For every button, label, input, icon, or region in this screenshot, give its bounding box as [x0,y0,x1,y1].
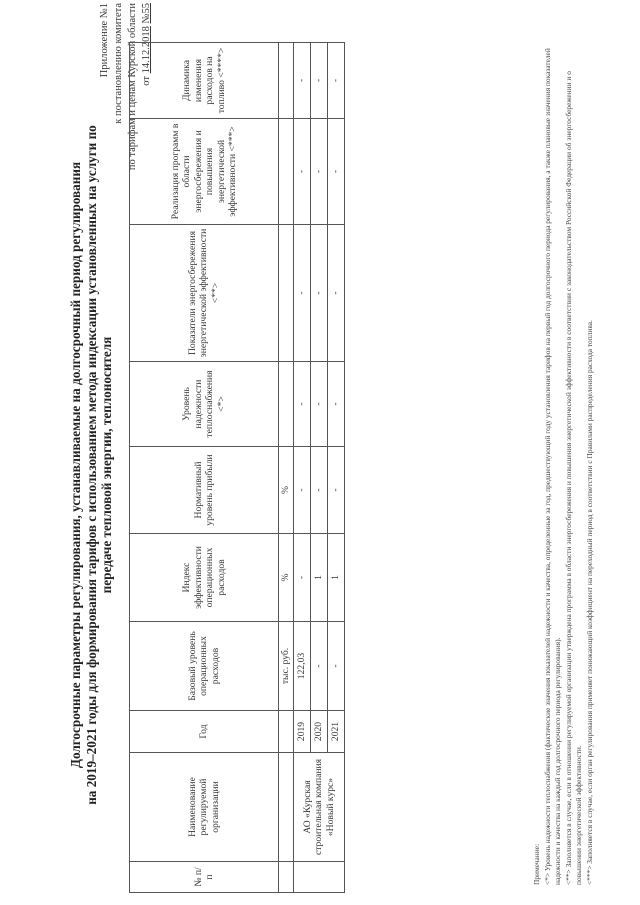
header-dynamics: Динамика изменения расходов на топливо <****> [130,43,279,119]
units-cell [279,43,294,119]
units-row [279,43,294,893]
unit-index: % [279,534,294,622]
header-org: Наименование регулируемой организации [130,753,279,862]
table-row [294,43,311,893]
approval-date: 14.12.2018 [141,26,152,74]
cell-program: - [294,119,311,225]
approval-date-prefix: от [141,73,152,86]
header-profit: Нормативный уровень прибыли [130,447,279,534]
org-name: АО «Курская строительная компания «Новый курс» [294,753,345,862]
cell-profit: - [311,447,328,534]
cell-program: - [311,119,328,225]
note-1: <*> Уровень надежности теплоснабжения (фактические значения показателей надежности и качества, определенные за год, предшествующий году установления тарифов на первый год долгосрочного периода регулирования, а также плановые значения показателей надежности и качества на каждый год долгосрочного периода регулирования). [542,48,562,885]
header-reliability: Уровень надежности теплоснабжения <*> [130,362,279,447]
cell-base: - [311,622,328,711]
approval-line-1: Приложение №1 [99,3,110,78]
unit-profit: % [279,447,294,534]
header-index: Индекс эффективности операционных расходов [130,534,279,622]
cell-dynamics: - [294,43,311,119]
cell-index: - [294,534,311,622]
cell-energy: - [294,225,311,362]
cell-year: 2021 [328,711,345,753]
units-cell [279,753,294,862]
cell-program: - [328,119,345,225]
cell-profit: - [294,447,311,534]
units-cell [279,225,294,362]
title-line-3: передаче тепловой энергии, теплоносителя [99,336,114,594]
approval-number: №55 [141,3,152,24]
cell-index: 1 [311,534,328,622]
header-base: Базовый уровень операционных расходов [130,622,279,711]
parameters-table [129,42,345,893]
notes-block [532,35,595,885]
cell-reliability: - [328,362,345,447]
header-year: Год [130,711,279,753]
notes-heading: Примечание: [532,843,541,885]
title-line-2: на 2019–2021 годы для формирования тарифов с использованием метода индексации установленных на услуги по [83,125,99,805]
header-program: Реализация программ в области энергосбережения и повышения энергетической эффективности <***> [130,119,279,225]
unit-base: тыс. руб. [279,622,294,711]
document-title [68,95,115,835]
cell-energy: - [311,225,328,362]
units-cell [279,862,294,893]
units-cell [279,362,294,447]
header-energy: Показатели энергосбережения энергетической эффективности <**> [130,225,279,362]
note-3: <***> Заполняется в случае, если орган регулирования применяет понижающий коэффициент на переходный период в соответствии с Правилами распределения расхода топлива. [584,320,594,885]
header-num: № п/п [130,862,279,893]
approval-line-3: по тарифам и ценам Курской области [127,3,138,171]
cell-year: 2019 [294,711,311,753]
cell-year: 2020 [311,711,328,753]
note-2: <**> Заполняется в случае, если в отношении регулируемой организации утверждена программа в области энергосбережения и повышения энергетической эффективности в соответствии с законодательством Российской Федерации об энергосбережении и о повышении энергетической эффективности. [563,71,583,885]
cell-base: - [328,622,345,711]
approval-line-2: к постановлению комитета [113,3,124,124]
cell-index: 1 [328,534,345,622]
units-cell [279,711,294,753]
cell-dynamics: - [328,43,345,119]
cell-profit: - [328,447,345,534]
cell-reliability: - [311,362,328,447]
cell-reliability: - [294,362,311,447]
cell-dynamics: - [311,43,328,119]
cell-energy: - [328,225,345,362]
header-row [130,43,279,893]
title-line-1: Долгосрочные параметры регулирования, устанавливаемые на долгосрочный период регулирования [68,161,83,769]
units-cell [279,119,294,225]
cell-base: 122,03 [294,622,311,711]
num-cell [294,862,345,893]
